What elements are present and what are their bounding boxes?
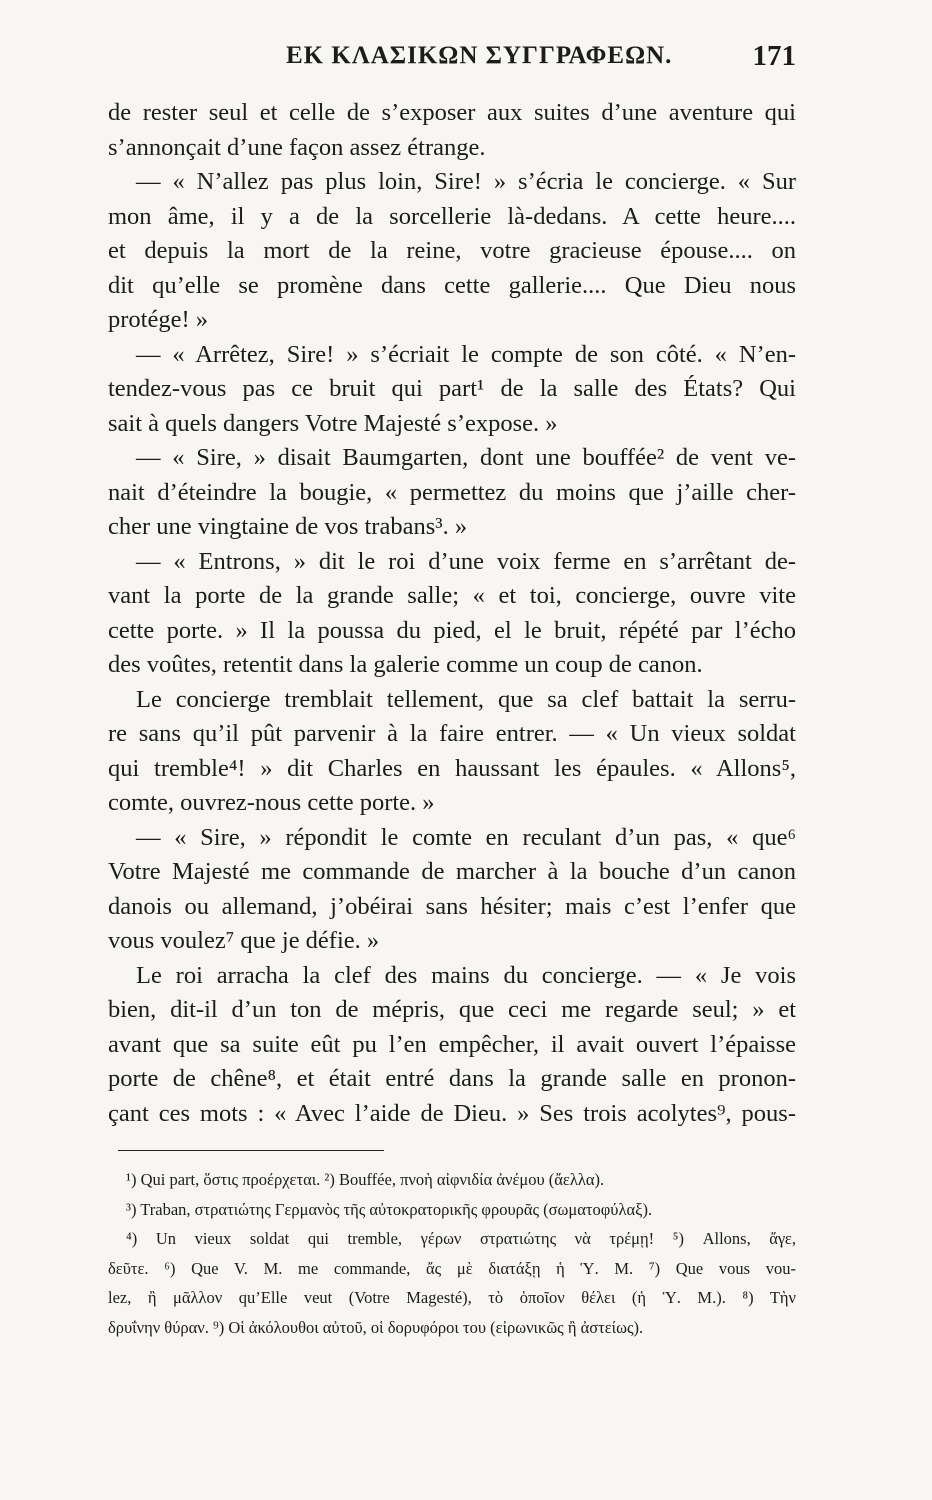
- text-line: mon âme, il y a de la sorcellerie là-dedans. A cette heure....: [108, 202, 796, 230]
- text-line: — « Arrêtez, Sire! » s’écriait le compte de son côté. « N’en-: [136, 340, 796, 368]
- footnote-line: ⁴) Un vieux soldat qui tremble, γέρων στρατιώτης νὰ τρέμῃ! ⁵) Allons, ἄγε,: [126, 1229, 796, 1248]
- footnote-line: ¹) Qui part, ὅστις προέρχεται. ²) Bouffée, πνοὴ αἰφνιδία ἀνέμου (ἄελλα).: [126, 1170, 605, 1189]
- text-line: re sans qu’il pût parvenir à la faire entrer. — « Un vieux soldat: [108, 720, 796, 747]
- running-head: ΕΚ ΚΛΑΣΙΚΩΝ ΣΥΓΓΡΑΦΕΩΝ.: [286, 42, 673, 69]
- text-line: porte de chêne⁸, et était entré dans la grande salle en pronon-: [108, 1065, 796, 1092]
- text-line: Le roi arracha la clef des mains du concierge. — « Je vois: [136, 961, 796, 989]
- text-line: sait à quels dangers Votre Majesté s’expose. »: [108, 409, 558, 437]
- text-line: des voûtes, retentit dans la galerie comme un coup de canon.: [108, 651, 703, 678]
- text-line: de rester seul et celle de s’exposer aux suites d’une aventure qui: [108, 99, 796, 126]
- text-line: — « Sire, » disait Baumgarten, dont une bouffée² de vent ve-: [136, 444, 796, 471]
- text-line: dit qu’elle se promène dans cette gallerie.... Que Dieu nous: [108, 271, 796, 299]
- footnote-line: ³) Traban, στρατιώτης Γερμανὸς τῆς αὐτοκρατορικῆς φρουρᾶς (σωματοφύλαξ).: [126, 1199, 653, 1219]
- footnote-rule: [118, 1150, 384, 1151]
- text-line: çant ces mots : « Avec l’aide de Dieu. » Ses trois acolytes⁹, pous-: [108, 1099, 796, 1127]
- page-number: 171: [752, 40, 796, 72]
- text-line: Le concierge tremblait tellement, que sa clef battait la serru-: [136, 685, 796, 713]
- text-line: vant la porte de la grande salle; « et toi, concierge, ouvre vite: [108, 582, 796, 609]
- text-line: danois ou allemand, j’obéirai sans hésiter; mais c’est l’enfer que: [108, 892, 796, 920]
- body-text: [108, 96, 796, 1131]
- footnotes: [108, 1165, 796, 1342]
- text-line: Votre Majesté me commande de marcher à la bouche d’un canon: [108, 858, 796, 885]
- page-header: [108, 42, 796, 76]
- text-line: qui tremble⁴! » dit Charles en haussant les épaules. « Allons⁵,: [108, 754, 796, 782]
- text-line: nait d’éteindre la bougie, « permettez du moins que j’aille cher-: [108, 478, 796, 506]
- text-line: et depuis la mort de la reine, votre gracieuse épouse.... on: [108, 237, 796, 264]
- text-line: protége! »: [108, 306, 208, 333]
- text-line: cher une vingtaine de vos trabans³. »: [108, 513, 468, 540]
- text-line: tendez-vous pas ce bruit qui part¹ de la salle des États? Qui: [108, 375, 796, 402]
- text-line: — « N’allez pas plus loin, Sire! » s’écria le concierge. « Sur: [136, 168, 796, 195]
- text-line: bien, dit-il d’un ton de mépris, que ceci me regarde seul; » et: [108, 996, 796, 1023]
- text-line: vous voulez⁷ que je défie. »: [108, 927, 380, 954]
- text-line: comte, ouvrez-nous cette porte. »: [108, 789, 435, 816]
- text-line: — « Sire, » répondit le comte en reculant d’un pas, « que⁶: [136, 823, 796, 851]
- text-line: — « Entrons, » dit le roi d’une voix ferme en s’arrêtant de-: [136, 547, 796, 575]
- text-line: s’annonçait d’une façon assez étrange.: [108, 133, 486, 161]
- text-line: avant que sa suite eût pu l’en empêcher, il avait ouvert l’épaisse: [108, 1030, 796, 1058]
- footnote-line: lez, ἢ μᾶλλον qu’Elle veut (Votre Magesté), τὸ ὁποῖον θέλει (ἡ Ὑ. Μ.). ⁸) Τὴν: [108, 1288, 796, 1307]
- footnote-line: δρυΐνην θύραν. ⁹) Οἱ ἀκόλουθοι αὐτοῦ, οἱ δορυφόροι του (εἰρωνικῶς ἢ ἀστείως).: [108, 1317, 644, 1337]
- footnote-line: δεῦτε. ⁶) Que V. M. me commande, ἄς μὲ διατάξῃ ἡ Ὑ. Μ. ⁷) Que vous vou-: [108, 1258, 796, 1278]
- text-line: cette porte. » Il la poussa du pied, el le bruit, répété par l’écho: [108, 616, 796, 644]
